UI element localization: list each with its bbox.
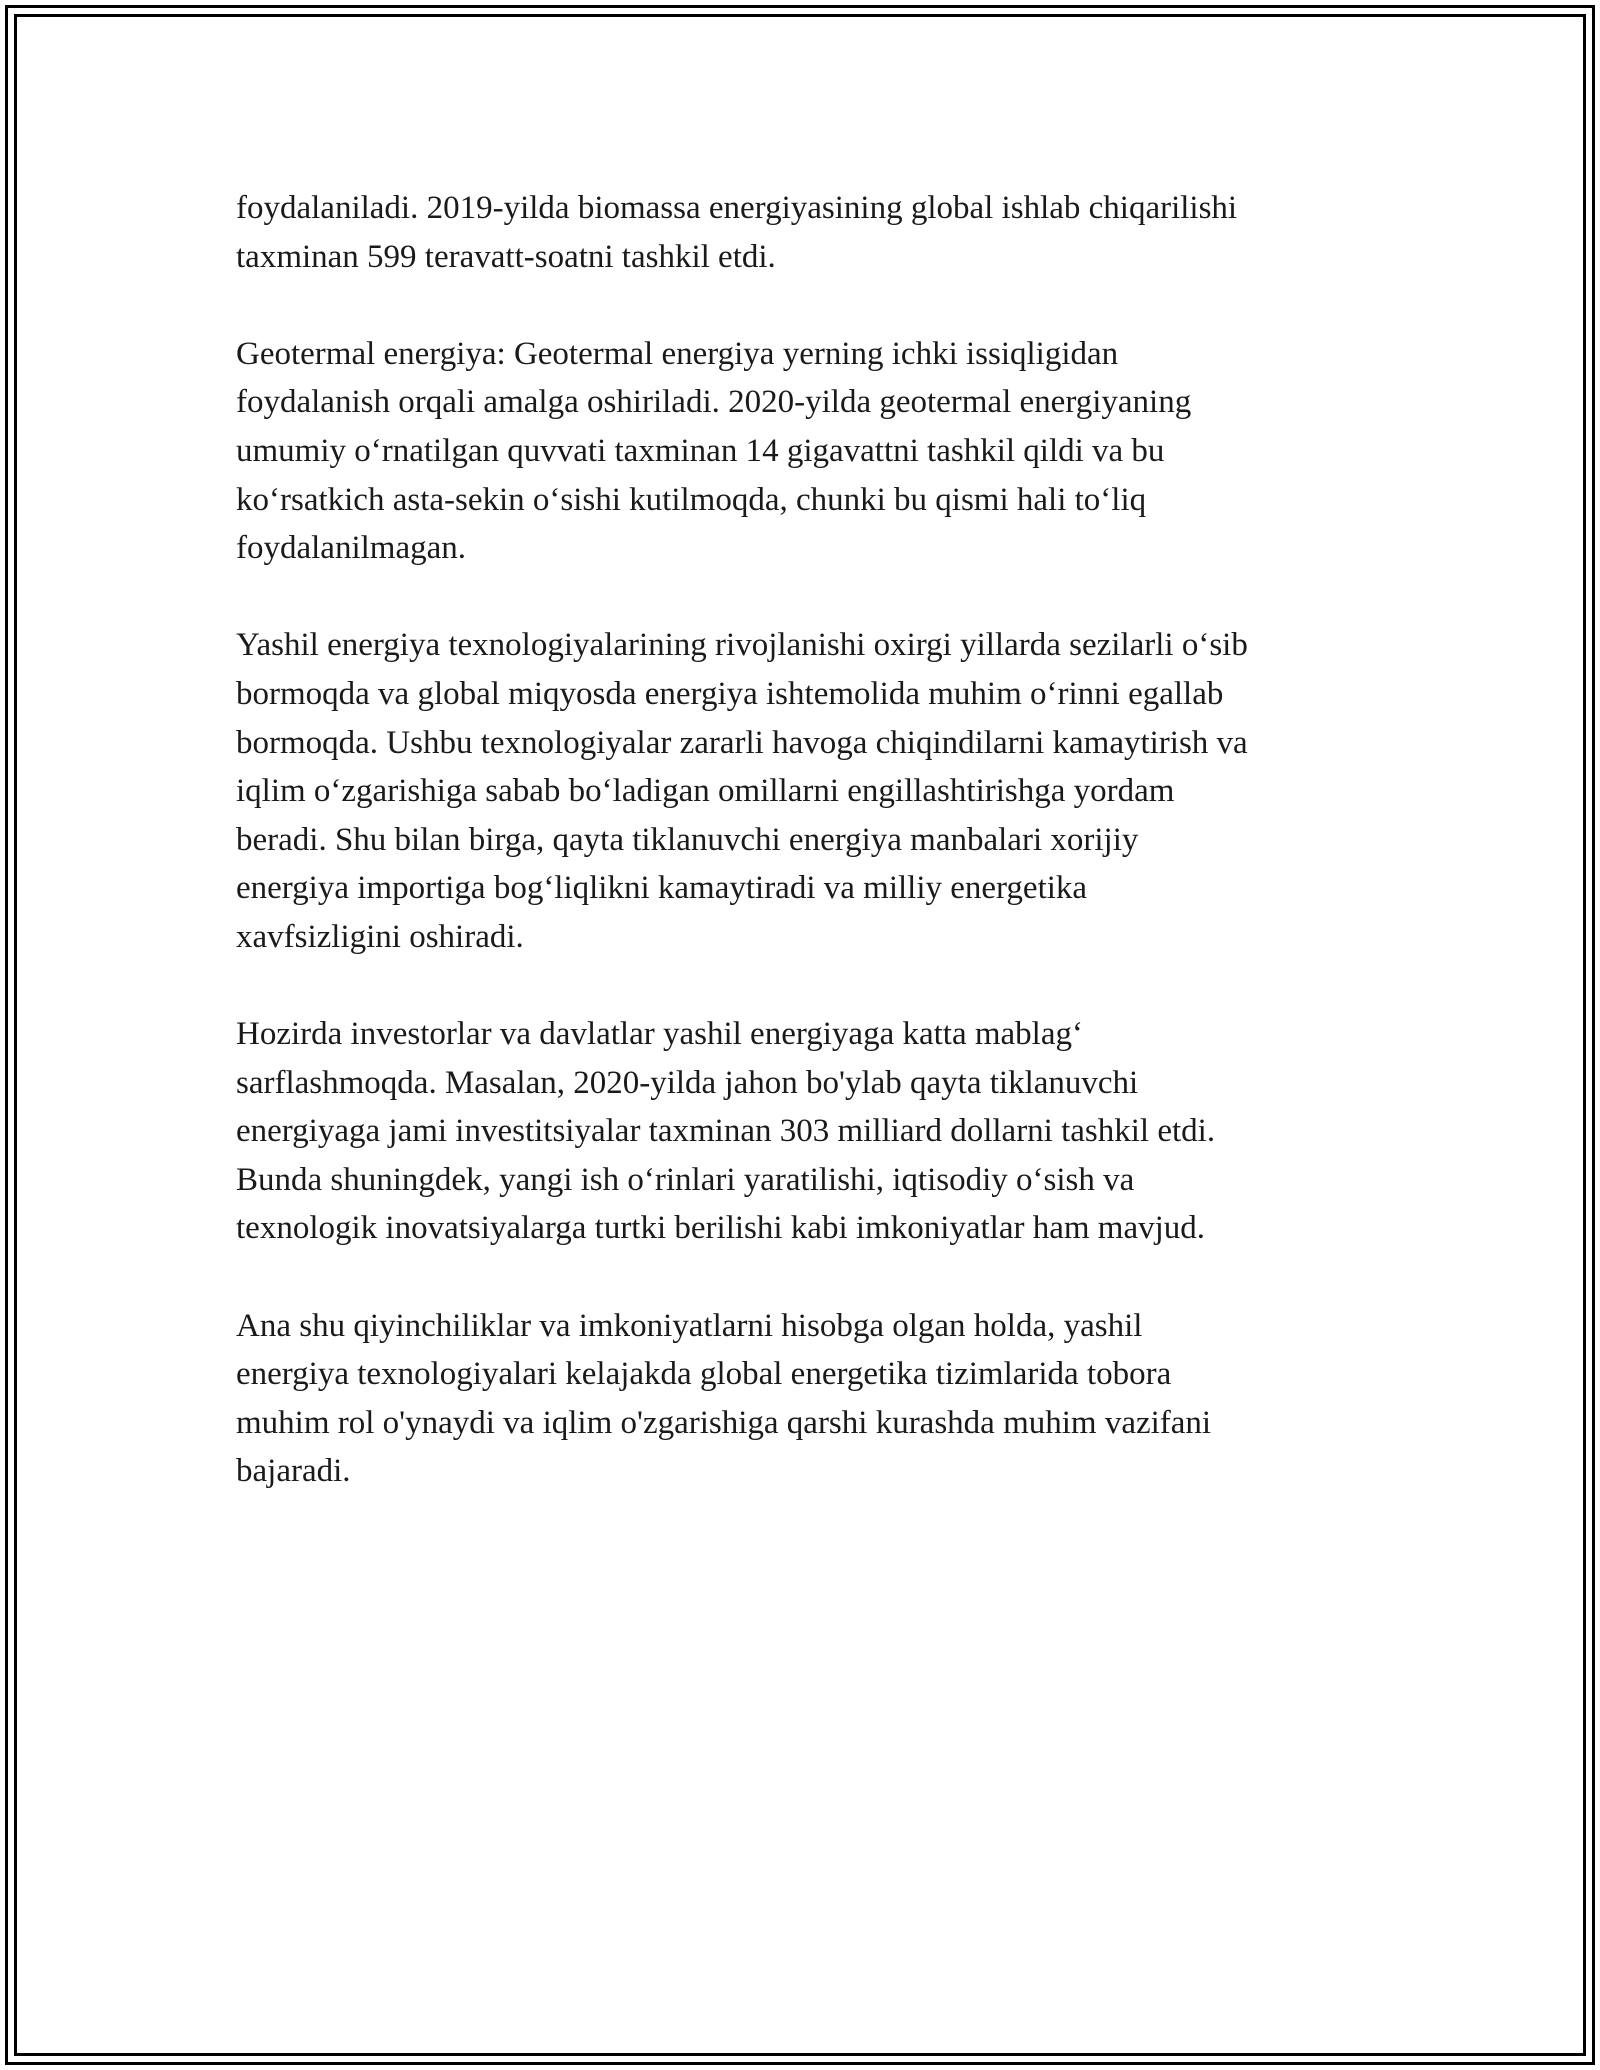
text-line: koʻrsatkich asta-sekin oʻsishi kutilmoqda, chunki bu qismi hali toʻliq <box>236 481 1147 518</box>
document-body <box>236 184 1386 1545</box>
paragraph-biomass-output <box>236 184 1386 281</box>
text-line: energiya texnologiyalari kelajakda global energetika tizimlarida tobora <box>236 1356 1172 1393</box>
text-line: taxminan 599 teravatt-soatni tashkil etdi. <box>236 238 776 275</box>
text-line: foydalaniladi. 2019-yilda biomassa energiyasining global ishlab chiqarilishi <box>236 190 1238 226</box>
text-line: xavfsizligini oshiradi. <box>236 918 524 955</box>
text-line: sarflashmoqda. Masalan, 2020-yilda jahon bo'ylab qayta tiklanuvchi <box>236 1064 1139 1101</box>
paragraph-investments <box>236 1010 1386 1253</box>
text-line: energiyaga jami investitsiyalar taxminan 303 milliard dollarni tashkil etdi. <box>236 1113 1216 1150</box>
text-line: bormoqda. Ushbu texnologiyalar zararli havoga chiqindilarni kamaytirish va <box>236 724 1248 761</box>
text-line: muhim rol o'ynaydi va iqlim o'zgarishiga qarshi kurashda muhim vazifani <box>236 1404 1212 1441</box>
text-line: foydalanish orqali amalga oshiriladi. 2020-yilda geotermal energiyaning <box>236 384 1192 421</box>
text-line: iqlim oʻzgarishiga sabab boʻladigan omillarni engillashtirishga yordam <box>236 773 1175 810</box>
text-line: beradi. Shu bilan birga, qayta tiklanuvchi energiya manbalari xorijiy <box>236 821 1139 858</box>
paragraph-green-energy-development <box>236 621 1386 961</box>
text-line: bormoqda va global miqyosda energiya ishtemolida muhim oʻrinni egallab <box>236 675 1224 712</box>
text-line: Yashil energiya texnologiyalarining rivojlanishi oxirgi yillarda sezilarli oʻsib <box>236 627 1248 664</box>
text-line: foydalanilmagan. <box>236 530 467 567</box>
paragraph-conclusion <box>236 1302 1386 1496</box>
text-line: Hozirda investorlar va davlatlar yashil energiyaga katta mablagʻ <box>236 1016 1083 1053</box>
paragraph-geothermal <box>236 330 1386 573</box>
text-line: Geotermal energiya: Geotermal energiya yerning ichki issiqligidan <box>236 335 1119 372</box>
text-line: Bunda shuningdek, yangi ish oʻrinlari yaratilishi, iqtisodiy oʻsish va <box>236 1161 1135 1198</box>
text-line: texnologik inovatsiyalarga turtki berilishi kabi imkoniyatlar ham mavjud. <box>236 1210 1206 1247</box>
text-line: bajaradi. <box>236 1453 351 1490</box>
text-line: Ana shu qiyinchiliklar va imkoniyatlarni hisobga olgan holda, yashil <box>236 1307 1143 1344</box>
text-line: energiya importiga bogʻliqlikni kamaytiradi va milliy energetika <box>236 870 1088 907</box>
text-line: umumiy oʻrnatilgan quvvati taxminan 14 gigavattni tashkil qildi va bu <box>236 432 1165 469</box>
